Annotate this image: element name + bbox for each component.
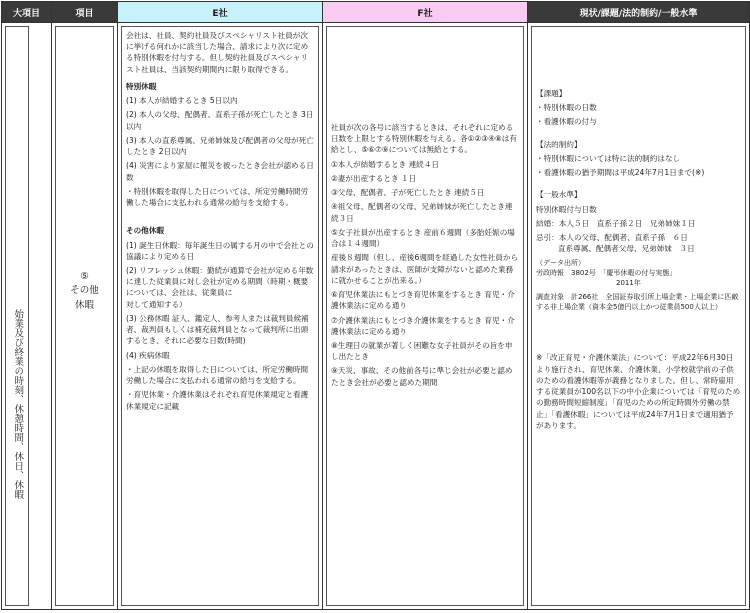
source-label: （データ出所） (536, 258, 585, 267)
issue-item: ・看護休暇の付与 (536, 117, 597, 127)
e-special-item: (1) 本人が結婚するとき 5日以内 (126, 96, 238, 106)
table-row (2, 23, 750, 610)
e-special-item: (2) 本人の父母、配偶者、直系子孫が死亡したとき 3日以内 (126, 110, 314, 131)
f-item: ⑦介護休業法にもとづき介護休業をするとき 育児・介護休業法に定める通り (331, 315, 515, 336)
company-f-cell (323, 23, 528, 610)
f-item: ⑤女子社員が出産するとき 産前６週間（多胎妊娠の場合は１４週間） (331, 227, 515, 249)
major-item-box (5, 26, 29, 606)
company-e-cell (118, 23, 323, 610)
e-intro: 会社は、社員、契約社員及びスペシャリスト社員が次に挙げる何れかに該当した場合、請求により次に定める特別休暇を付与する。但し契約社員及びスペシャリスト社員は、当該契約期間内に限り取得できる。 (126, 31, 309, 74)
issue-item: ・特別休暇の日数 (536, 103, 597, 113)
e-special-item: (4) 災害により家屋に罹災を被ったとき会社が認める日数 (126, 161, 314, 182)
f-item: ②妻が出産するとき １日 (331, 173, 417, 183)
header-status: 現状/課題/法的制約/一般水準 (528, 2, 750, 23)
e-other-item: ・上記の休暇を取得した日については、所定労働時間労働した場合に支払われる通常の給与を支給する。 (126, 364, 309, 386)
general-title: 【一般水準】 (536, 190, 582, 200)
source-line: 労政時報 3802号 「慶弔休暇の付与実態」 (536, 268, 677, 277)
e-other-item: (1) 誕生日休暇：毎年誕生日の属する月の中で会社との協議により定める日 (126, 240, 314, 261)
e-other-item: (3) 公務休暇 証人、鑑定人、参考人または裁判員候補者、裁判員もしくは補充裁判員となって裁判所に出頭するとき、それに必要な日数(時間) (126, 313, 309, 346)
e-other-item: (2) リフレッシュ休暇：勤続が通算で会社が定める年数に達した従業員に対し会社が定める期間（時期・概要については、会社は、従業員に (126, 265, 314, 298)
f-intro: 社員が次の各号に該当するときは、それぞれに定める日数を上限とする特別休暇を与える。各①②③④⑧は有給とし、⑤⑥⑦⑨については無給とする。 (331, 123, 517, 155)
f-item: ④祖父母、配偶者の父母、兄弟姉妹が死亡したとき連続３日 (331, 202, 513, 223)
legal-item: ・特別休暇については特に法的制約はなし (536, 153, 681, 163)
general-bereavement: 忌引：本人の父母、配偶者、直系子孫 ６日 (536, 233, 688, 243)
item-box (55, 26, 114, 606)
header-company-e: E社 (118, 2, 323, 23)
company-f-box (326, 26, 524, 606)
major-item-text: 始業及び終業の時刻、休憩時間、休日、休暇 (12, 309, 24, 499)
legal-item: ・看護休暇の猶予期間は平成24年7月1日まで(※) (536, 168, 705, 178)
comparison-table (1, 1, 750, 610)
legal-title: 【法的制約】 (536, 139, 582, 149)
major-item-cell (2, 23, 52, 610)
e-special-item: ・特別休暇を取得した日については、所定労働時間労働した場合に支払われる通常の給与を支給する。 (126, 186, 309, 208)
e-other-item: ・育児休業・介護休業はそれぞれ育児休業規定と看護休業規定に記載 (126, 390, 309, 411)
item-name-line1: その他 (70, 285, 99, 297)
header-item: 項目 (52, 2, 118, 23)
e-other-item: (4) 疾病休暇 (126, 350, 170, 360)
header-row (2, 2, 750, 23)
f-item: ⑧生理日の就業が著しく困難な女子社員がその旨を申し出たとき (331, 340, 513, 362)
e-special-item: (3) 本人の直系尊属、兄弟姉妹及び配偶者の父母が死亡したとき 2日以内 (126, 135, 314, 157)
item-name-line2: 休暇 (74, 299, 94, 311)
e-other-item: 対して通知する） (126, 299, 187, 309)
general-bereavement-2: 直系尊属、配偶者父母、兄弟姉妹 ３日 (558, 244, 695, 254)
header-company-f: F社 (323, 2, 528, 23)
item-number: ⑤ (80, 271, 89, 282)
f-item: ⑨天災、事故、その他前各号に準じ会社が必要と認めたとき会社が必要と認めた期間 (331, 366, 513, 387)
item-cell (52, 23, 118, 610)
general-marriage: 結婚：本人５日 直系子孫２日 兄弟姉妹１日 (536, 218, 696, 228)
survey-text: 調査対象 計266社 全国証券取引所上場企業・上場企業に匹敵する非上場企業（資本金5億円以上かつ従業員500人以上） (536, 292, 739, 312)
e-special-title: 特別休暇 (126, 81, 157, 91)
company-e-box (121, 26, 319, 606)
header-major-item: 大項目 (2, 2, 52, 23)
f-item: 産後８週間（但し、産後6週間を経過した女性社員から請求があったときは、医師が支障がないと認めた業務に就かせることが出来る。） (331, 253, 519, 285)
e-other-title: その他休暇 (126, 226, 164, 236)
source-year: 2011年 (616, 279, 641, 288)
f-item: ③父母、配偶者、子が死亡したとき 連続５日 (331, 188, 485, 198)
issue-title: 【課題】 (536, 89, 567, 98)
status-box (531, 26, 746, 606)
f-item: ①本人が結婚するとき 連続４日 (331, 159, 439, 169)
status-cell (528, 23, 750, 610)
f-item: ⑥育児休業法にもとづき育児休業をするとき 育児・介護休業法に定める通り (331, 290, 515, 311)
law-note: ※「改正育児・介護休業法」について：平成22年6月30日より施行され、育児休業、介護休業、小学校就学前の子供のための看護休暇等が義務となりました。但し、常時雇用する従業員が100名以下の中小企業については「育児のための勤務時間短縮制度」「育児のための所定時間外労働の禁止」「看護休暇」については平成24年7月1日まで適用猶予があります。 (536, 353, 741, 430)
general-lead: 特別休暇付与日数 (536, 204, 597, 214)
